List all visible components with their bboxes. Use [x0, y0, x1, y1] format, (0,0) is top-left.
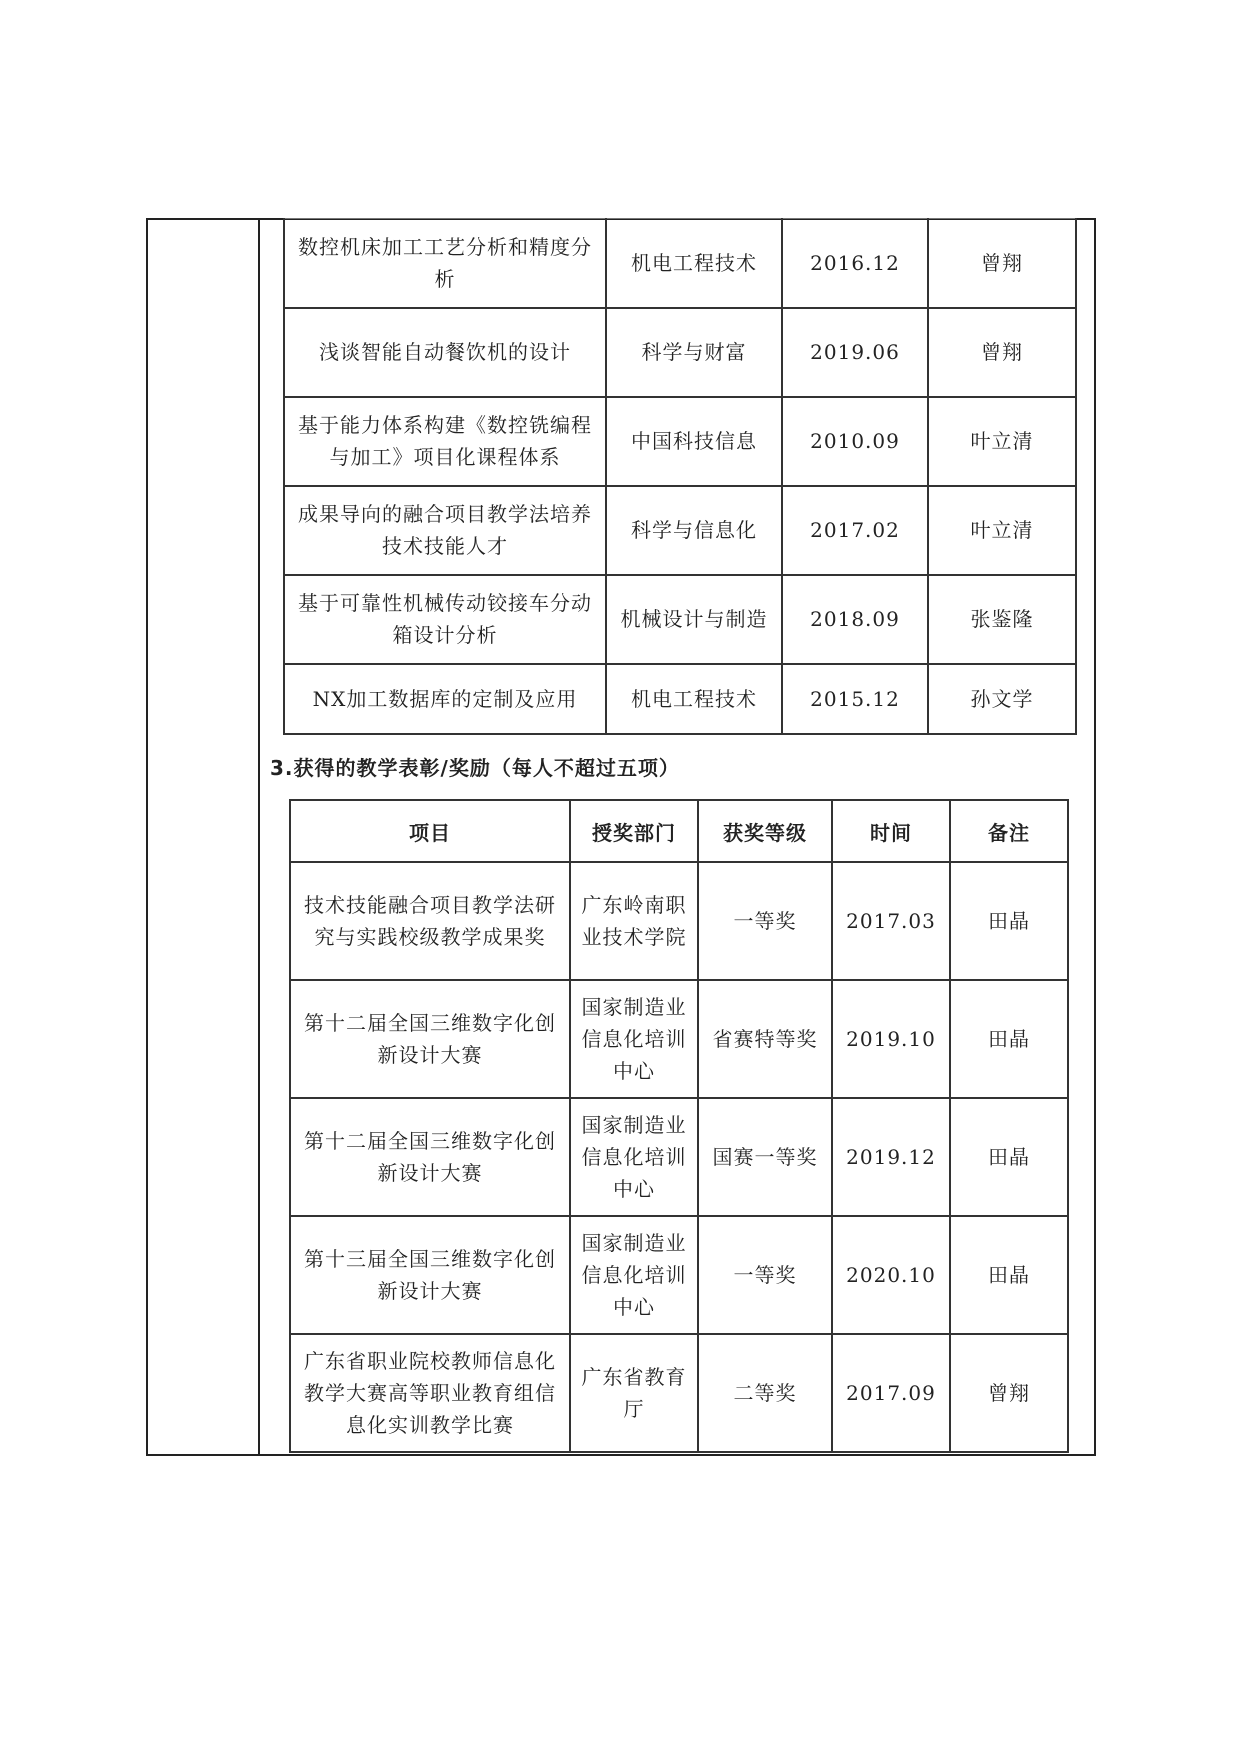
table-row [284, 308, 1076, 397]
paper-title: 基于能力体系构建《数控铣编程与加工》项目化课程体系 [284, 397, 606, 486]
table-row [290, 862, 1068, 980]
paper-date: 2010.09 [782, 397, 928, 486]
paper-journal: 机电工程技术 [606, 219, 782, 308]
paper-author: 孙文学 [928, 664, 1076, 734]
column-header-dept: 授奖部门 [570, 800, 698, 862]
award-date: 2020.10 [832, 1216, 950, 1334]
paper-title: 数控机床加工工艺分析和精度分析 [284, 219, 606, 308]
table-row [284, 397, 1076, 486]
award-project: 第十二届全国三维数字化创新设计大赛 [290, 980, 570, 1098]
award-note: 田晶 [950, 1098, 1068, 1216]
award-note: 田晶 [950, 980, 1068, 1098]
award-note: 田晶 [950, 862, 1068, 980]
award-level: 国赛一等奖 [698, 1098, 832, 1216]
paper-title: 基于可靠性机械传动铰接车分动箱设计分析 [284, 575, 606, 664]
award-date: 2019.12 [832, 1098, 950, 1216]
award-note: 田晶 [950, 1216, 1068, 1334]
paper-title: NX加工数据库的定制及应用 [284, 664, 606, 734]
paper-title: 成果导向的融合项目教学法培养技术技能人才 [284, 486, 606, 575]
award-dept: 国家制造业信息化培训中心 [570, 1098, 698, 1216]
award-level: 一等奖 [698, 862, 832, 980]
paper-journal: 机电工程技术 [606, 664, 782, 734]
table-row [290, 1216, 1068, 1334]
award-note: 曾翔 [950, 1334, 1068, 1452]
award-level: 省赛特等奖 [698, 980, 832, 1098]
papers-table [283, 218, 1077, 735]
paper-date: 2017.02 [782, 486, 928, 575]
column-header-level: 获奖等级 [698, 800, 832, 862]
paper-journal: 机械设计与制造 [606, 575, 782, 664]
table-row [284, 575, 1076, 664]
award-dept: 国家制造业信息化培训中心 [570, 980, 698, 1098]
award-project: 技术技能融合项目教学法研究与实践校级教学成果奖 [290, 862, 570, 980]
paper-journal: 科学与信息化 [606, 486, 782, 575]
table-row [284, 219, 1076, 308]
paper-date: 2019.06 [782, 308, 928, 397]
column-header-date: 时间 [832, 800, 950, 862]
paper-date: 2016.12 [782, 219, 928, 308]
table-row [290, 1334, 1068, 1452]
paper-author: 曾翔 [928, 219, 1076, 308]
award-level: 一等奖 [698, 1216, 832, 1334]
paper-author: 叶立清 [928, 486, 1076, 575]
paper-journal: 中国科技信息 [606, 397, 782, 486]
award-date: 2017.03 [832, 862, 950, 980]
paper-author: 叶立清 [928, 397, 1076, 486]
paper-author: 张鉴隆 [928, 575, 1076, 664]
table-row [290, 980, 1068, 1098]
awards-section-heading: 3.获得的教学表彰/奖励（每人不超过五项） [270, 756, 680, 780]
table-row [284, 664, 1076, 734]
table-header-row [290, 800, 1068, 862]
column-header-note: 备注 [950, 800, 1068, 862]
paper-date: 2015.12 [782, 664, 928, 734]
paper-date: 2018.09 [782, 575, 928, 664]
paper-title: 浅谈智能自动餐饮机的设计 [284, 308, 606, 397]
award-project: 广东省职业院校教师信息化教学大赛高等职业教育组信息化实训教学比赛 [290, 1334, 570, 1452]
paper-author: 曾翔 [928, 308, 1076, 397]
award-project: 第十三届全国三维数字化创新设计大赛 [290, 1216, 570, 1334]
frame-column-divider [258, 218, 260, 1456]
award-project: 第十二届全国三维数字化创新设计大赛 [290, 1098, 570, 1216]
award-date: 2019.10 [832, 980, 950, 1098]
award-dept: 广东岭南职业技术学院 [570, 862, 698, 980]
award-date: 2017.09 [832, 1334, 950, 1452]
award-dept: 国家制造业信息化培训中心 [570, 1216, 698, 1334]
awards-table [289, 799, 1069, 1453]
award-level: 二等奖 [698, 1334, 832, 1452]
award-dept: 广东省教育厅 [570, 1334, 698, 1452]
paper-journal: 科学与财富 [606, 308, 782, 397]
table-row [290, 1098, 1068, 1216]
table-row [284, 486, 1076, 575]
column-header-project: 项目 [290, 800, 570, 862]
